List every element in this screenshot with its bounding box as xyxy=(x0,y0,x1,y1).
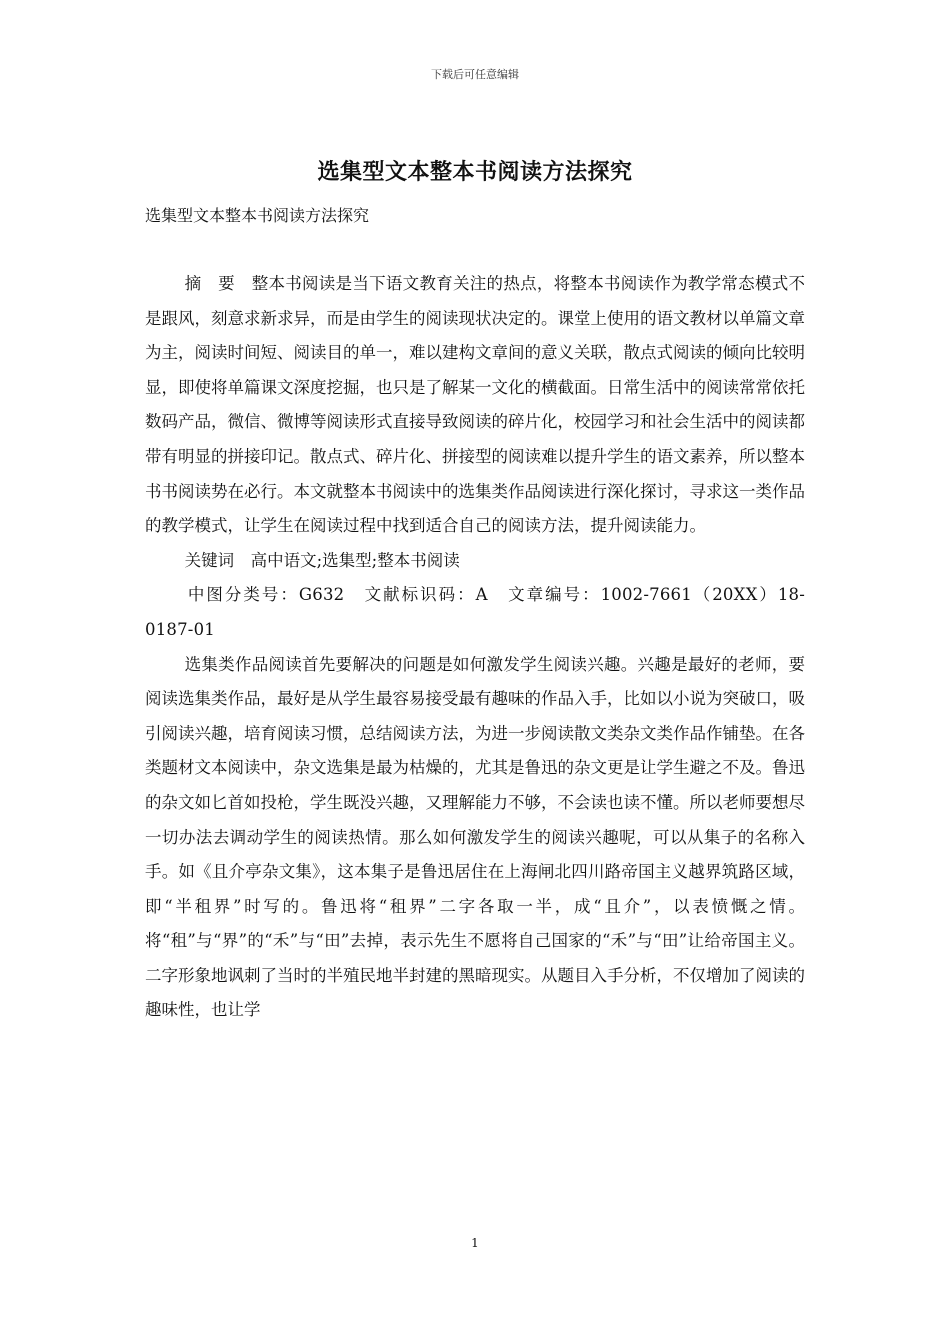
header-note: 下载后可任意编辑 xyxy=(431,68,519,81)
keywords-line: 关键词 高中语文;选集型;整本书阅读 xyxy=(184,550,460,570)
document-title: 选集型文本整本书阅读方法探究 xyxy=(317,159,633,185)
body-paragraph: 选集类作品阅读首先要解决的问题是如何激发学生阅读兴趣。兴趣是最好的老师，要阅读选集类作品，最好是从学生最容易接受最有趣味的作品入手，比如以小说为突破口，吸引阅读兴趣，培育阅读习惯，总结阅读方法，为进一步阅读散文类杂文类作品作铺垫。在各类题材文本阅读中，杂文选集是最为枯燥的，尤其是鲁迅的杂文更是让学生避之不及。鲁迅的杂文如匕首如投枪，学生既没兴趣，又理解能力不够，不会读也读不懂。所以老师要想尽一切办法去调动学生的阅读热情。那么如何激发学生的阅读兴趣呢，可以从集子的名称入手。如《且介亭杂文集》，这本集子是鲁迅居住在上海闸北四川路帝国主义越界筑路区域，即“半租界”时写的。鲁迅将“租界”二字各取一半，成“且介”，以表愤慨之情。将“租”与“界”的“禾”与“田”去掉，表示先生不愿将自己国家的“禾”与“田”让给帝国主义。二字形象地讽刺了当时的半殖民地半封建的黑暗现实。从题目入手分析，不仅增加了阅读的趣味性，也让学 xyxy=(145,654,805,1020)
page-number: 1 xyxy=(471,1236,479,1250)
classification-line: 中图分类号：G632 文献标识码：A 文章编号：1002-7661（20XX）18-0187-01 xyxy=(145,585,805,639)
document-subtitle: 选集型文本整本书阅读方法探究 xyxy=(145,206,370,225)
abstract-paragraph: 摘 要 整本书阅读是当下语文教育关注的热点，将整本书阅读作为教学常态模式不是跟风，刻意求新求异，而是由学生的阅读现状决定的。课堂上使用的语文教材以单篇文章为主，阅读时间短、阅读目的单一，难以建构文章间的意义关联，散点式阅读的倾向比较明显，即使将单篇课文深度挖掘，也只是了解某一文化的横截面。日常生活中的阅读常常依托数码产品，微信、微博等阅读形式直接导致阅读的碎片化，校园学习和社会生活中的阅读都带有明显的拼接印记。散点式、碎片化、拼接型的阅读难以提升学生的语文素养，所以整本书书阅读势在必行。本文就整本书阅读中的选集类作品阅读进行深化探讨，寻求这一类作品的教学模式，让学生在阅读过程中找到适合自己的阅读方法，提升阅读能力。 xyxy=(145,274,805,536)
document-body xyxy=(145,267,805,1028)
